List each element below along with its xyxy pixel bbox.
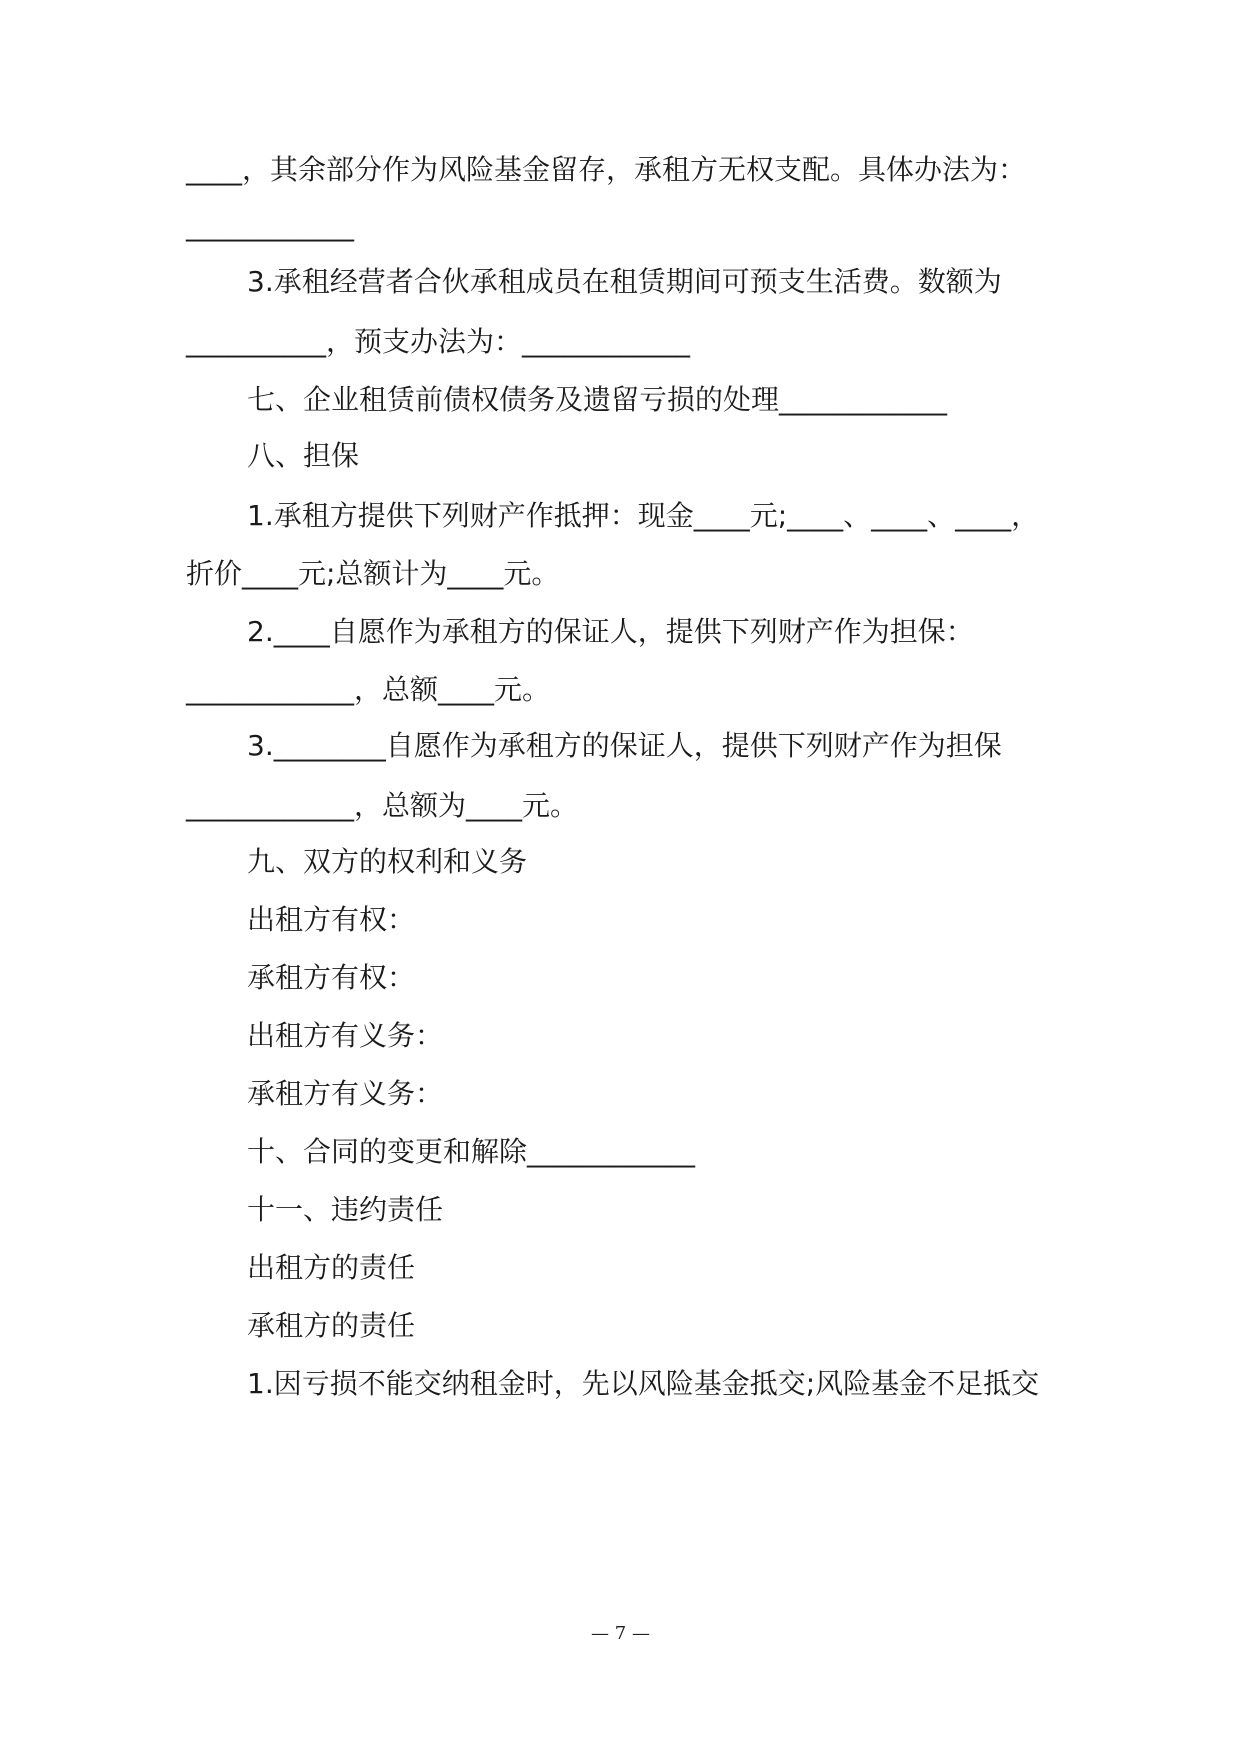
text-line: 2.____自愿作为承租方的保证人，提供下列财产作为担保： bbox=[247, 615, 974, 648]
text-line: 1.承租方提供下列财产作抵押：现金____元;____、____、____， bbox=[247, 499, 1040, 532]
text-line: 3.________自愿作为承租方的保证人，提供下列财产作为担保 bbox=[247, 729, 1002, 762]
text-line: 出租方有义务： bbox=[247, 1019, 444, 1052]
text-line: ____________，总额为____元。 bbox=[186, 789, 579, 822]
text-line: 承租方的责任 bbox=[247, 1309, 416, 1342]
section-heading: 七、企业租赁前债权债务及遗留亏损的处理____________ bbox=[247, 383, 948, 416]
text-line: ____________ bbox=[186, 209, 354, 242]
text-line: 3.承租经营者合伙承租成员在租赁期间可预支生活费。数额为 bbox=[247, 265, 1002, 298]
section-heading: 八、担保 bbox=[247, 439, 360, 472]
section-heading: 九、双方的权利和义务 bbox=[247, 845, 528, 878]
text-line: ____________，总额____元。 bbox=[186, 673, 551, 706]
text-line: 出租方的责任 bbox=[247, 1251, 416, 1284]
section-heading: 十一、违约责任 bbox=[247, 1193, 444, 1226]
text-line: ____，其余部分作为风险基金留存，承租方无权支配。具体办法为： bbox=[186, 153, 1027, 186]
text-line: 承租方有义务： bbox=[247, 1077, 444, 1110]
text-line: 1.因亏损不能交纳租金时，先以风险基金抵交;风险基金不足抵交 bbox=[247, 1367, 1040, 1400]
text-line: 出租方有权： bbox=[247, 903, 416, 936]
text-line: __________，预支办法为：____________ bbox=[186, 325, 691, 358]
text-line: 折价____元;总额计为____元。 bbox=[186, 557, 560, 590]
text-line: 承租方有权： bbox=[247, 961, 416, 994]
section-heading: 十、合同的变更和解除____________ bbox=[247, 1135, 696, 1168]
page-number: — 7 — bbox=[591, 1623, 650, 1644]
